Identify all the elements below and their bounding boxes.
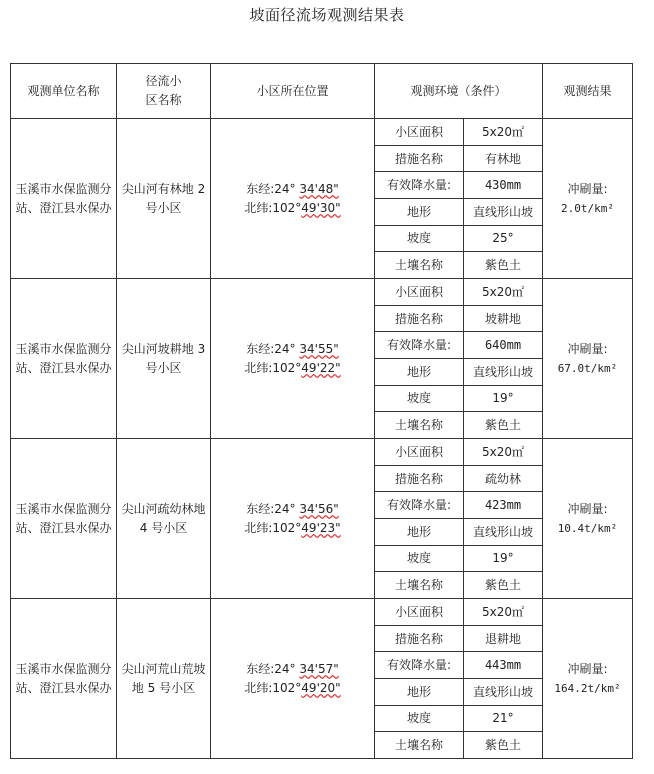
header-location: 小区所在位置 [211,64,375,119]
env-cell [375,119,543,279]
env-row [375,519,542,546]
env-key: 地形 [375,519,464,546]
org-line1: 玉溪市水保监测分 [15,501,112,516]
lat-deg: 102° [272,360,302,375]
header-row [11,64,633,119]
result-cell [543,119,633,279]
lon-label: 东经: [246,181,275,196]
env-key: 有效降水量: [375,652,464,679]
lon-label: 东经: [246,341,275,356]
org-line1: 玉溪市水保监测分 [15,181,112,196]
plot-line2: 号小区 [145,360,182,375]
env-key: 小区面积 [375,119,464,145]
env-key: 措施名称 [375,305,464,332]
lon-deg: 24° [274,501,296,516]
org-line1: 玉溪市水保监测分 [15,341,112,356]
org-line2: 站、澄江县水保办 [15,360,112,375]
env-key: 地形 [375,199,464,226]
env-value: 直线形山坡 [464,679,543,706]
location-cell [211,599,375,759]
lon-min: 34'56" [299,501,339,516]
lon-min: 34'55" [299,341,339,356]
lat-min: 49'22" [301,360,341,375]
env-key: 措施名称 [375,465,464,492]
lat-deg: 102° [272,680,302,695]
result-label: 冲刷量: [567,341,608,356]
header-unit: 观测单位名称 [11,64,117,119]
result-value: 10.4t/km² [557,521,618,535]
header-env: 观测环境（条件） [375,64,543,119]
env-value: 430mm [464,172,543,199]
env-value: 退耕地 [464,625,543,652]
env-row [375,732,542,758]
result-label: 冲刷量: [567,501,608,516]
env-row [375,412,542,438]
env-row [375,172,542,199]
env-row [375,439,542,465]
env-row [375,199,542,226]
env-key: 土壤名称 [375,412,464,438]
env-cell [375,439,543,599]
env-key: 地形 [375,359,464,386]
env-row [375,599,542,625]
lat-label: 北纬: [244,200,273,215]
plot-line2: 4 号小区 [139,520,188,535]
env-value: 坡耕地 [464,305,543,332]
env-value: 紫色土 [484,417,521,432]
env-cell [375,279,543,439]
org-line2: 站、澄江县水保办 [15,520,112,535]
result-cell [543,599,633,759]
env-key: 措施名称 [375,145,464,172]
lat-deg: 102° [272,200,302,215]
lat-min: 49'20" [301,680,341,695]
env-value: 25° [464,225,543,252]
lon-deg: 24° [274,661,296,676]
lat-deg: 102° [272,520,302,535]
env-value: 19° [464,545,543,572]
plot-line1: 尖山河疏幼林地 [121,501,206,516]
env-row [375,679,542,706]
env-row [375,305,542,332]
env-value: 直线形山坡 [464,519,543,546]
location-cell [211,279,375,439]
table-row [11,279,633,439]
results-table [10,63,633,759]
org-line1: 玉溪市水保监测分 [15,661,112,676]
env-key: 有效降水量: [375,172,464,199]
env-table [375,599,542,758]
result-value: 164.2t/km² [554,681,621,695]
env-value: 5x20㎡ [464,599,543,625]
lon-min: 34'48" [299,181,339,196]
env-key: 小区面积 [375,279,464,305]
lon-label: 东经: [246,501,275,516]
env-value: 640mm [464,332,543,359]
org-cell [11,439,117,599]
page-title: 坡面径流场观测结果表 [249,6,405,24]
env-row [375,625,542,652]
lon-deg: 24° [274,181,296,196]
table-row [11,599,633,759]
plot-cell [117,599,211,759]
result-value: 67.0t/km² [557,361,618,375]
env-key: 土壤名称 [375,572,464,598]
plot-cell [117,119,211,279]
table-row [11,439,633,599]
org-line2: 站、澄江县水保办 [15,200,112,215]
env-key: 坡度 [375,385,464,412]
env-key: 小区面积 [375,599,464,625]
env-row [375,465,542,492]
lon-label: 东经: [246,661,275,676]
env-table [375,119,542,278]
env-row [375,252,542,278]
env-value: 紫色土 [484,737,521,752]
env-row [375,572,542,598]
env-row [375,145,542,172]
table-row [11,119,633,279]
header-plot [117,64,211,119]
env-key: 有效降水量: [375,492,464,519]
org-cell [11,119,117,279]
env-value: 紫色土 [484,577,521,592]
result-label: 冲刷量: [567,661,608,676]
env-value: 423mm [464,492,543,519]
env-row [375,279,542,305]
env-table [375,439,542,598]
org-cell [11,279,117,439]
env-key: 地形 [375,679,464,706]
result-label: 冲刷量: [567,181,608,196]
lon-deg: 24° [274,341,296,356]
result-value: 2.0t/km² [561,201,614,215]
env-key: 坡度 [375,545,464,572]
env-key: 土壤名称 [375,252,464,278]
env-value: 443mm [464,652,543,679]
plot-line2: 号小区 [145,200,182,215]
env-table [375,279,542,438]
env-value: 紫色土 [484,257,521,272]
env-row [375,225,542,252]
env-value: 5x20㎡ [464,279,543,305]
env-value: 直线形山坡 [464,199,543,226]
env-row [375,359,542,386]
location-cell [211,439,375,599]
env-row [375,332,542,359]
org-line2: 站、澄江县水保办 [15,680,112,695]
plot-cell [117,439,211,599]
env-key: 有效降水量: [375,332,464,359]
env-key: 措施名称 [375,625,464,652]
env-value: 19° [464,385,543,412]
env-row [375,652,542,679]
plot-line1: 尖山河有林地 2 [121,181,206,196]
env-row [375,492,542,519]
env-value: 5x20㎡ [464,439,543,465]
plot-line2: 地 5 号小区 [131,680,196,695]
header-result: 观测结果 [543,64,633,119]
plot-line1: 尖山河坡耕地 3 [121,341,206,356]
result-cell [543,279,633,439]
header-plot-line1: 径流小 [145,74,182,88]
env-key: 坡度 [375,705,464,732]
lat-label: 北纬: [244,680,273,695]
header-plot-line2: 区名称 [145,93,182,107]
env-key: 小区面积 [375,439,464,465]
env-row [375,119,542,145]
plot-line1: 尖山河荒山荒坡 [121,661,206,676]
lon-min: 34'57" [299,661,339,676]
lat-min: 49'23" [301,520,341,535]
env-row [375,385,542,412]
org-cell [11,599,117,759]
result-cell [543,439,633,599]
lat-label: 北纬: [244,520,273,535]
env-value: 疏幼林 [464,465,543,492]
lat-min: 49'30" [301,200,341,215]
location-cell [211,119,375,279]
env-value: 5x20㎡ [464,119,543,145]
plot-cell [117,279,211,439]
lat-label: 北纬: [244,360,273,375]
env-row [375,705,542,732]
env-value: 有林地 [464,145,543,172]
env-row [375,545,542,572]
env-key: 土壤名称 [375,732,464,758]
env-cell [375,599,543,759]
env-value: 直线形山坡 [464,359,543,386]
env-key: 坡度 [375,225,464,252]
env-value: 21° [464,705,543,732]
